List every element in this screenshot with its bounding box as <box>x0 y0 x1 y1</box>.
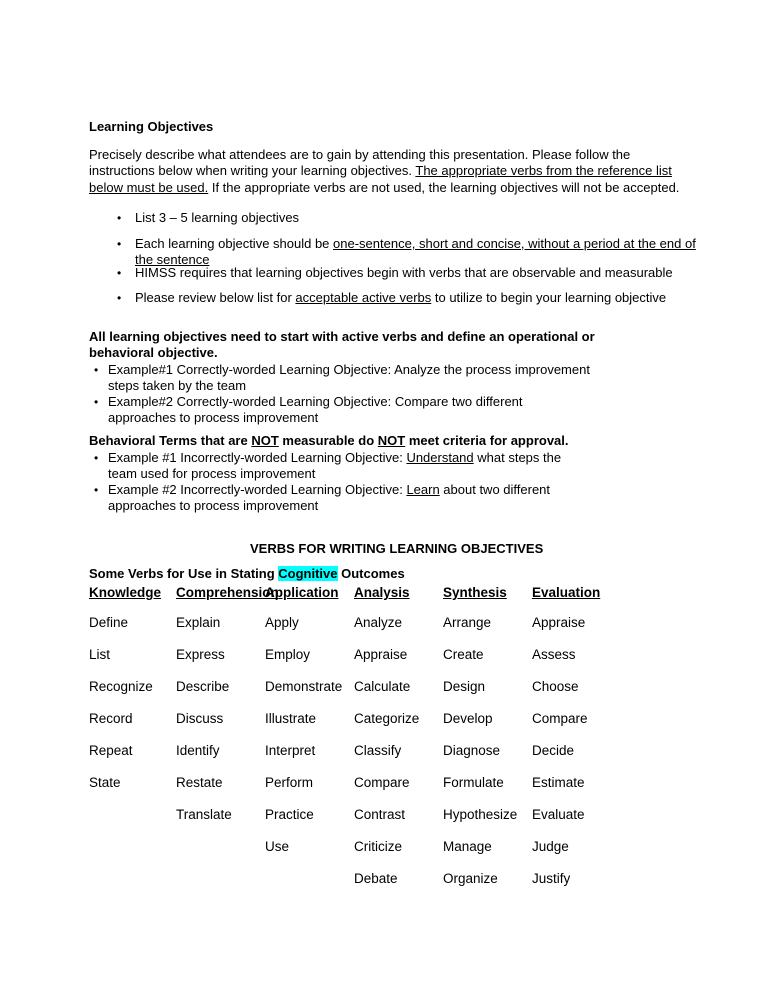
verb-cell: Assess <box>532 647 576 662</box>
text: meet criteria for approval. <box>405 433 569 448</box>
bullet-icon: • <box>94 451 99 465</box>
intro-line-1: Precisely describe what attendees are to gain by attending this presentation. Please follow the <box>89 147 631 162</box>
text: what steps the <box>473 450 562 465</box>
section2-heading-1: All learning objectives need to start with active verbs and define an operational or <box>89 329 595 344</box>
column-header: Evaluation <box>532 585 601 600</box>
page-title: Learning Objectives <box>89 119 214 134</box>
verb-cell: Categorize <box>354 711 420 726</box>
verb-cell: State <box>89 775 121 790</box>
verb-cell: Practice <box>265 807 314 822</box>
verb-cell: Describe <box>176 679 230 694</box>
verb-cell: Perform <box>265 775 314 790</box>
verb-cell: Manage <box>443 839 492 854</box>
column-header: Synthesis <box>443 585 507 600</box>
verb-cell: Analyze <box>354 615 403 630</box>
text: NOT <box>377 433 406 448</box>
verb-cell: Design <box>443 679 486 694</box>
section2-heading-2: behavioral objective. <box>89 345 218 360</box>
verb-cell: Explain <box>176 615 221 630</box>
verb-cell: Compare <box>354 775 410 790</box>
text: NOT <box>251 433 279 448</box>
bullet-2 <box>135 236 696 252</box>
text: to utilize to begin your learning objective <box>431 290 667 305</box>
verb-cell: Employ <box>265 647 311 662</box>
bullet-2-cont: the sentence <box>135 252 210 267</box>
verb-cell: List <box>89 647 111 662</box>
text: about two different <box>439 482 551 497</box>
underlined-text: The appropriate verbs from the reference list <box>415 163 672 178</box>
verb-cell: Appraise <box>532 615 586 630</box>
verb-cell: Contrast <box>354 807 406 822</box>
verb-cell: Identify <box>176 743 220 758</box>
bullet-3: HIMSS requires that learning objectives begin with verbs that are observable and measurable <box>135 265 673 280</box>
verb-cell: Hypothesize <box>443 807 518 822</box>
verb-cell: Judge <box>532 839 569 854</box>
bullet-icon: • <box>117 266 122 280</box>
verb-cell: Translate <box>176 807 232 822</box>
verb-cell: Calculate <box>354 679 411 694</box>
verb-cell: Illustrate <box>265 711 317 726</box>
verb-cell: Arrange <box>443 615 492 630</box>
column-header: Application <box>265 585 339 600</box>
verb-cell: Justify <box>532 871 571 886</box>
underlined-text: below must be used. <box>89 180 209 195</box>
incorrect-example-1-cont: team used for process improvement <box>108 466 316 481</box>
text: Some Verbs for Use in Stating <box>89 566 279 581</box>
verb-cell: Restate <box>176 775 223 790</box>
column-header: Knowledge <box>89 585 162 600</box>
verb-cell: Classify <box>354 743 402 758</box>
verbs-heading: VERBS FOR WRITING LEARNING OBJECTIVES <box>250 541 544 556</box>
verb-cell: Compare <box>532 711 588 726</box>
incorrect-example-1 <box>108 450 561 466</box>
text: Example #2 Incorrectly-worded Learning Objective: <box>108 482 407 497</box>
bullet-icon: • <box>117 237 122 251</box>
verb-cell: Apply <box>265 615 299 630</box>
verb-cell: Use <box>265 839 290 854</box>
verb-cell: Discuss <box>176 711 224 726</box>
verb-cell: Develop <box>443 711 493 726</box>
verb-cell: Formulate <box>443 775 504 790</box>
text: Please review below list for <box>135 290 296 305</box>
underlined-text: one-sentence, short and concise, without a period at the end of <box>333 236 696 251</box>
column-header: Comprehension <box>176 585 279 600</box>
verb-cell: Recognize <box>89 679 153 694</box>
text: Behavioral Terms that are <box>89 433 252 448</box>
underlined-text: acceptable active verbs <box>295 290 432 305</box>
correct-example-1: Example#1 Correctly-worded Learning Objective: Analyze the process improvement <box>108 362 590 377</box>
verb-cell: Create <box>443 647 484 662</box>
verb-cell: Evaluate <box>532 807 585 822</box>
verb-cell: Organize <box>443 871 498 886</box>
verb-cell: Define <box>89 615 129 630</box>
bullet-icon: • <box>94 483 99 497</box>
correct-example-2-cont: approaches to process improvement <box>108 410 319 425</box>
verb-cell: Decide <box>532 743 575 758</box>
intro-line-3 <box>89 180 679 196</box>
verb-cell: Estimate <box>532 775 585 790</box>
bullet-1: List 3 – 5 learning objectives <box>135 210 300 225</box>
bullet-icon: • <box>117 291 122 305</box>
intro-line-2 <box>89 163 672 179</box>
incorrect-example-2 <box>108 482 550 498</box>
incorrect-example-2-cont: approaches to process improvement <box>108 498 319 513</box>
text: measurable do <box>278 433 378 448</box>
text: Outcomes <box>337 566 405 581</box>
verb-cell: Appraise <box>354 647 408 662</box>
text: Each learning objective should be <box>135 236 334 251</box>
verb-cell: Diagnose <box>443 743 501 758</box>
section3-heading <box>89 433 569 449</box>
verb-cell: Choose <box>532 679 579 694</box>
verb-cell: Record <box>89 711 133 726</box>
underlined-text: Learn <box>406 482 440 497</box>
correct-example-2: Example#2 Correctly-worded Learning Objective: Compare two different <box>108 394 523 409</box>
verb-cell: Express <box>176 647 225 662</box>
highlighted-text: Cognitive <box>278 566 338 581</box>
bullet-icon: • <box>94 395 99 409</box>
text: instructions below when writing your learning objectives. <box>89 163 416 178</box>
verb-cell: Debate <box>354 871 398 886</box>
bullet-icon: • <box>117 211 122 225</box>
bullet-icon: • <box>94 363 99 377</box>
underlined-text: Understand <box>406 450 474 465</box>
verbs-subheading <box>89 566 405 582</box>
correct-example-1-cont: steps taken by the team <box>108 378 247 393</box>
verb-cell: Criticize <box>354 839 403 854</box>
text: Example #1 Incorrectly-worded Learning Objective: <box>108 450 407 465</box>
column-header: Analysis <box>354 585 410 600</box>
verb-cell: Demonstrate <box>265 679 343 694</box>
verb-cell: Interpret <box>265 743 316 758</box>
verb-cell: Repeat <box>89 743 133 758</box>
text: If the appropriate verbs are not used, the learning objectives will not be accepted. <box>208 180 680 195</box>
bullet-4 <box>135 290 666 306</box>
